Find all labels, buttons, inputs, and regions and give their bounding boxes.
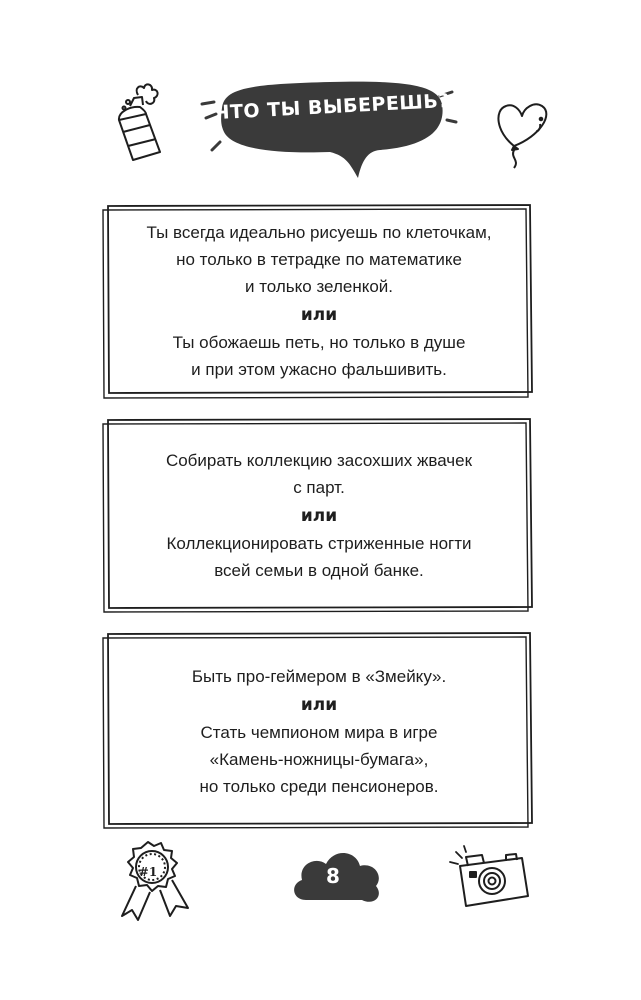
page-number: 8: [326, 864, 340, 888]
spray-can-icon: [119, 84, 160, 160]
choice-card-3: [110, 640, 528, 822]
award-ribbon-icon: [122, 842, 188, 920]
or-separator: или: [300, 505, 338, 526]
header-title: ЧТО ТЫ ВЫБЕРЕШЬ?: [213, 89, 451, 125]
option-a-text: Ты всегда идеально рисуешь по клеточкам, но только в тетрадке по математике и только зеленкой.: [146, 223, 492, 296]
option-a-text: Собирать коллекцию засохших жвачек с парт.: [165, 450, 473, 497]
or-separator: или: [300, 694, 338, 715]
option-a-text: Быть про-геймером в «Змейку».: [191, 666, 447, 686]
heart-balloon-icon: [498, 104, 546, 168]
option-b-text: Стать чемпионом мира в игре «Камень-ножницы-бумага», но только среди пенсионеров.: [199, 722, 439, 796]
or-separator: или: [300, 305, 338, 325]
camera-icon: [450, 846, 528, 906]
option-b-text: Коллекционировать стриженные ногти всей семьи в одной банке.: [166, 533, 472, 580]
option-b-text: Ты обожаешь петь, но только в душе и при этом ужасно фальшивить.: [172, 333, 466, 379]
award-badge-text: #1: [138, 865, 158, 879]
choice-card-2: [110, 424, 528, 606]
choice-card-1: [110, 210, 528, 392]
